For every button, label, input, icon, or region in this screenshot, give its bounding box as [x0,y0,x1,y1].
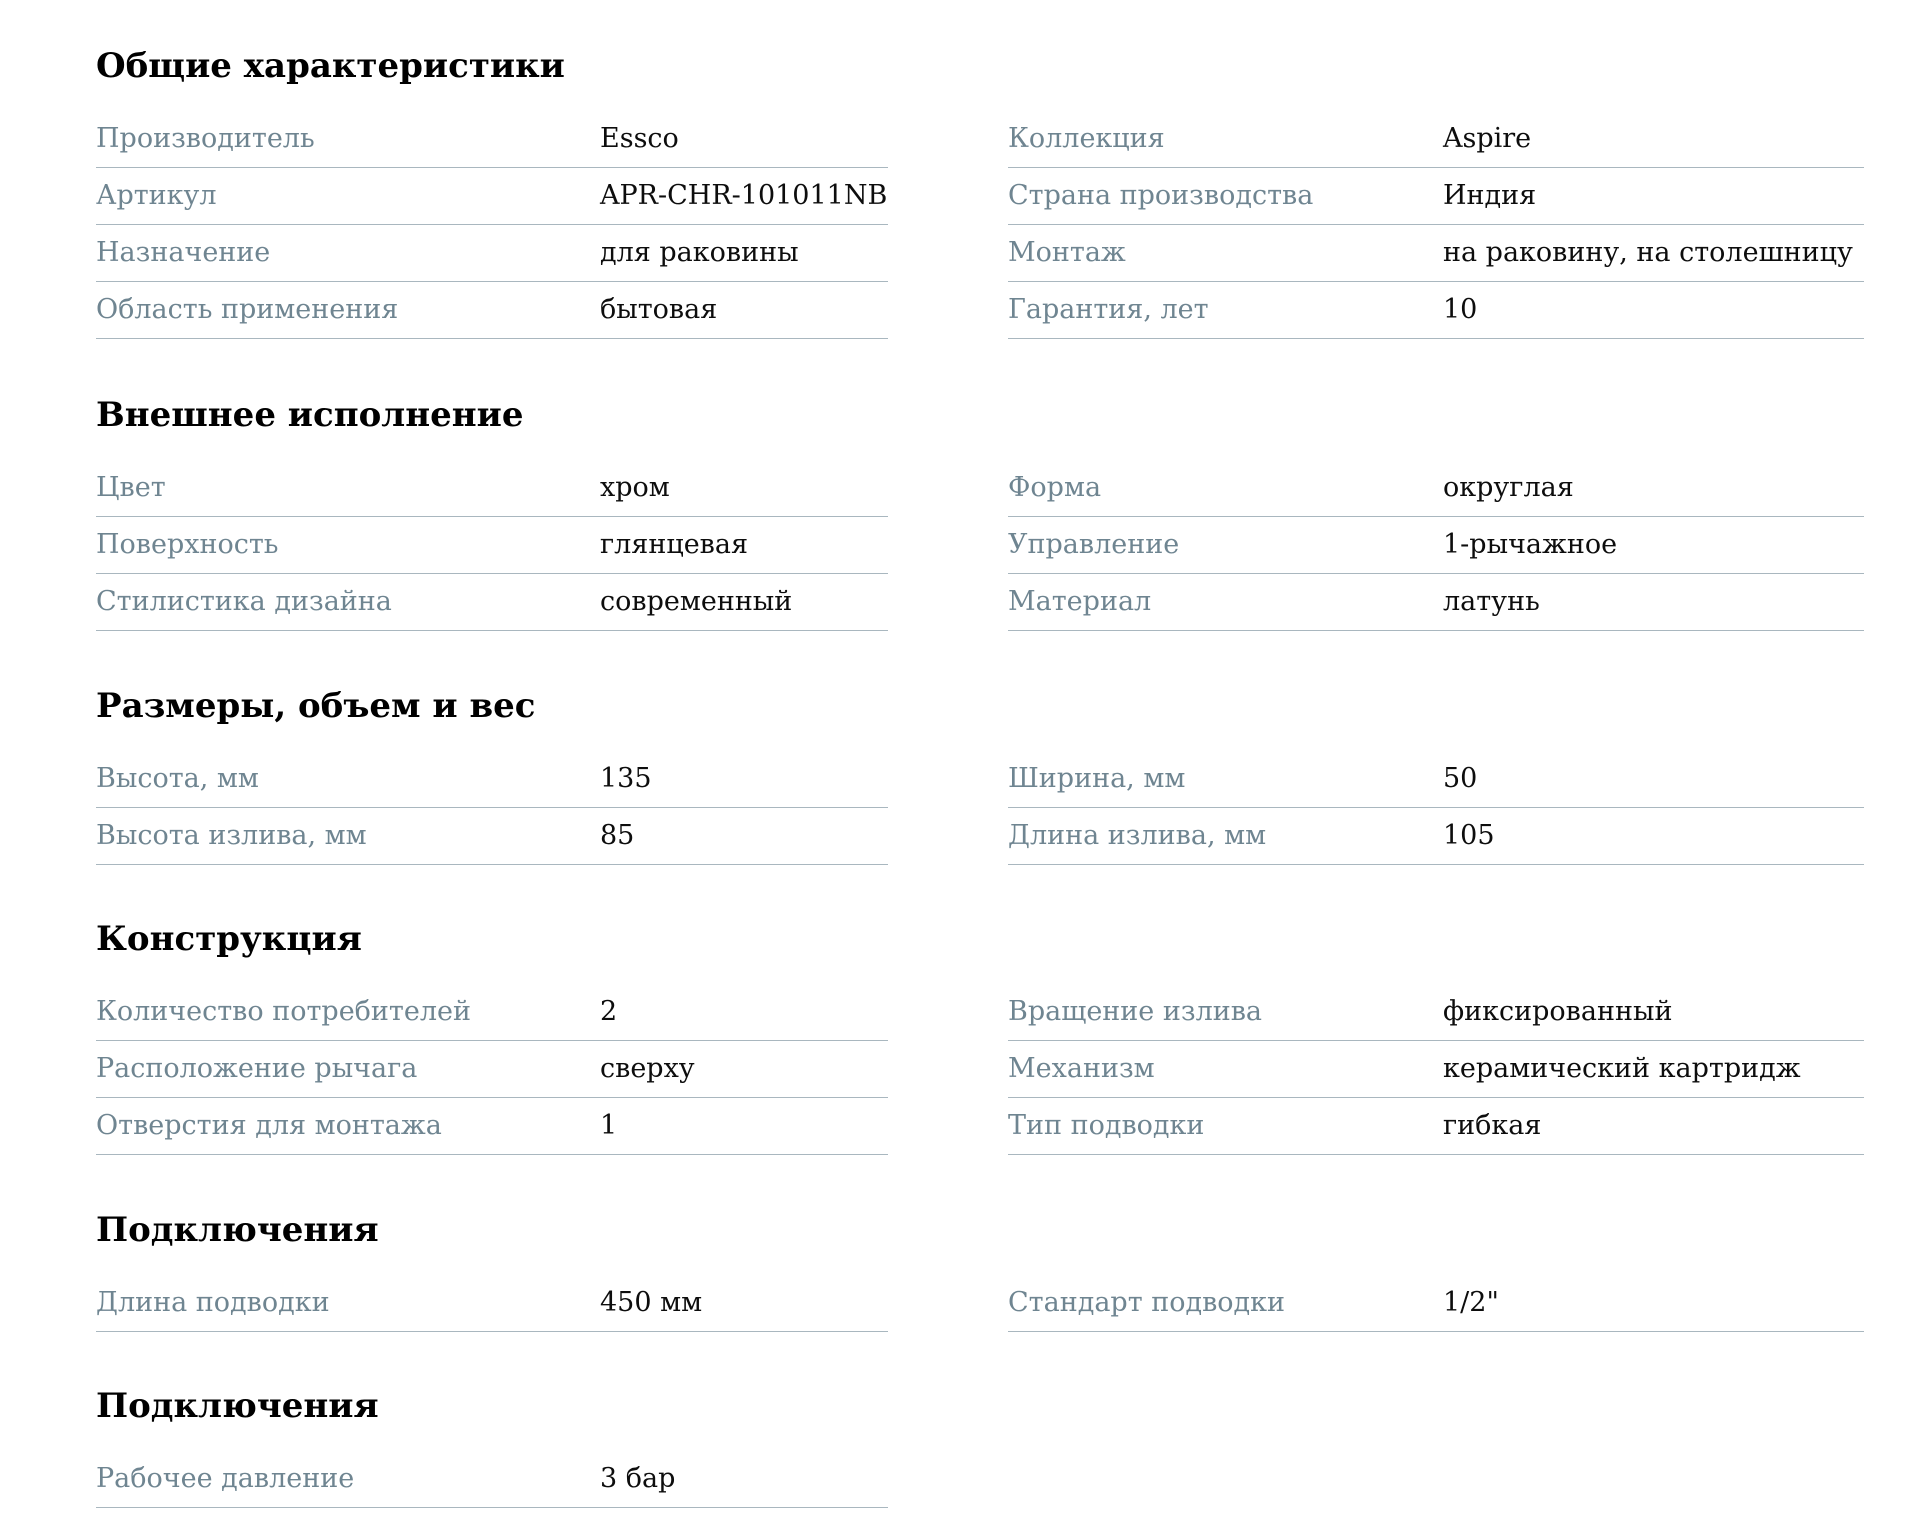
spec-column-right [1008,460,1864,631]
spec-column-left [96,460,888,631]
spec-row-consumers [96,984,888,1041]
spec-value: Essco [600,123,679,154]
spec-column-left [96,1275,888,1332]
spec-value: 450 мм [600,1287,703,1318]
spec-value: на раковину, на столешницу [1443,237,1853,268]
spec-value: 1 [600,1110,618,1141]
spec-value: 10 [1443,294,1478,325]
spec-label: Поверхность [96,529,279,560]
spec-row-manufacturer [96,111,888,168]
spec-label: Коллекция [1008,123,1165,154]
spec-column-right [1008,751,1864,865]
spec-row-mounting-holes [96,1098,888,1155]
spec-value: фиксированный [1443,996,1673,1027]
spec-row-hose-length [96,1275,888,1332]
spec-label: Монтаж [1008,237,1126,268]
section-title-connections-pressure: Подключения [96,1386,379,1426]
spec-label: Гарантия, лет [1008,294,1209,325]
spec-value: Индия [1443,180,1537,211]
spec-row-spout-height [96,808,888,865]
spec-value: гибкая [1443,1110,1542,1141]
spec-row-usage-area [96,282,888,339]
spec-value: 105 [1443,820,1495,851]
section-title-connections: Подключения [96,1210,379,1250]
spec-label: Артикул [96,180,217,211]
spec-row-hose-type [1008,1098,1864,1155]
spec-row-surface [96,517,888,574]
spec-value: APR-CHR-101011NB [600,180,888,211]
spec-column-right [1008,1275,1864,1332]
spec-value: сверху [600,1053,695,1084]
spec-label: Тип подводки [1008,1110,1205,1141]
spec-row-country [1008,168,1864,225]
spec-value: керамический картридж [1443,1053,1801,1084]
spec-value: 1-рычажное [1443,529,1618,560]
spec-row-color [96,460,888,517]
section-title-construction: Конструкция [96,919,362,959]
spec-row-mounting [1008,225,1864,282]
spec-label: Стилистика дизайна [96,586,392,617]
spec-value: для раковины [600,237,799,268]
spec-label: Материал [1008,586,1152,617]
spec-value: латунь [1443,586,1540,617]
spec-value: округлая [1443,472,1574,503]
spec-value: 3 бар [600,1463,676,1494]
spec-row-shape [1008,460,1864,517]
spec-row-spout-rotation [1008,984,1864,1041]
spec-row-material [1008,574,1864,631]
spec-value: глянцевая [600,529,748,560]
spec-label: Расположение рычага [96,1053,418,1084]
spec-row-warranty [1008,282,1864,339]
spec-row-mechanism [1008,1041,1864,1098]
spec-value: Aspire [1443,123,1532,154]
spec-label: Производитель [96,123,315,154]
spec-column-left [96,1451,888,1508]
spec-label: Механизм [1008,1053,1155,1084]
spec-label: Управление [1008,529,1180,560]
spec-row-working-pressure [96,1451,888,1508]
spec-row-lever-position [96,1041,888,1098]
spec-label: Рабочее давление [96,1463,355,1494]
spec-row-control [1008,517,1864,574]
spec-row-design-style [96,574,888,631]
spec-row-purpose [96,225,888,282]
spec-value: 2 [600,996,618,1027]
spec-column-left [96,751,888,865]
spec-value: 135 [600,763,652,794]
spec-column-left [96,984,888,1155]
section-title-appearance: Внешнее исполнение [96,395,524,435]
spec-row-collection [1008,111,1864,168]
spec-row-spout-length [1008,808,1864,865]
spec-label: Вращение излива [1008,996,1263,1027]
spec-label: Стандарт подводки [1008,1287,1286,1318]
spec-row-height [96,751,888,808]
section-title-general: Общие характеристики [96,46,565,86]
spec-value: 85 [600,820,635,851]
spec-label: Длина излива, мм [1008,820,1267,851]
spec-value: бытовая [600,294,718,325]
spec-row-width [1008,751,1864,808]
spec-label: Форма [1008,472,1102,503]
spec-row-hose-standard [1008,1275,1864,1332]
spec-label: Область применения [96,294,399,325]
spec-column-right [1008,984,1864,1155]
spec-value: 50 [1443,763,1478,794]
spec-value: хром [600,472,670,503]
spec-label: Страна производства [1008,180,1314,211]
spec-label: Ширина, мм [1008,763,1186,794]
spec-label: Назначение [96,237,271,268]
spec-label: Количество потребителей [96,996,471,1027]
spec-value: 1/2" [1443,1287,1499,1318]
section-title-dimensions: Размеры, объем и вес [96,686,536,726]
spec-row-article [96,168,888,225]
spec-label: Высота, мм [96,763,259,794]
spec-label: Цвет [96,472,166,503]
spec-label: Длина подводки [96,1287,330,1318]
spec-label: Высота излива, мм [96,820,367,851]
spec-column-left [96,111,888,339]
spec-value: современный [600,586,793,617]
spec-column-right [1008,111,1864,339]
spec-label: Отверстия для монтажа [96,1110,442,1141]
